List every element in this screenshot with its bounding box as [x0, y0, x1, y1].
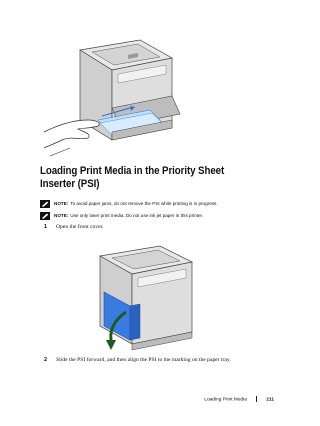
- step-item: [44, 224, 284, 231]
- note-paper-jam: [40, 200, 290, 208]
- note-pencil-icon: [40, 200, 50, 208]
- step-number: 1: [44, 224, 48, 230]
- note-pencil-icon: [40, 212, 50, 220]
- step-number: 2: [44, 357, 48, 363]
- footer-chapter-title: Loading Print Media: [204, 397, 247, 403]
- footer-divider: [256, 396, 257, 402]
- note-label: NOTE:: [54, 213, 69, 218]
- page-footer: [150, 396, 274, 403]
- note-text: To avoid paper jams, do not remove the PSI while printing is in progress.: [70, 201, 218, 206]
- note-text: Use only laser print media. Do not use ink jet paper in this printer.: [70, 213, 204, 218]
- step-item: [44, 357, 284, 364]
- step-text: Slide the PSI forward, and then align the PSI to the marking on the paper tray.: [56, 357, 231, 363]
- printer-open-cover-illustration: [80, 240, 210, 355]
- step-text: Open the front cover.: [56, 224, 104, 230]
- section-heading: Loading Print Media in the Priority Sheet Inserter (PSI): [40, 165, 225, 190]
- note-label: NOTE:: [54, 201, 69, 206]
- note-laser-media: [40, 212, 290, 220]
- page-number: 211: [266, 397, 274, 403]
- printer-loading-paper-illustration: [40, 28, 190, 160]
